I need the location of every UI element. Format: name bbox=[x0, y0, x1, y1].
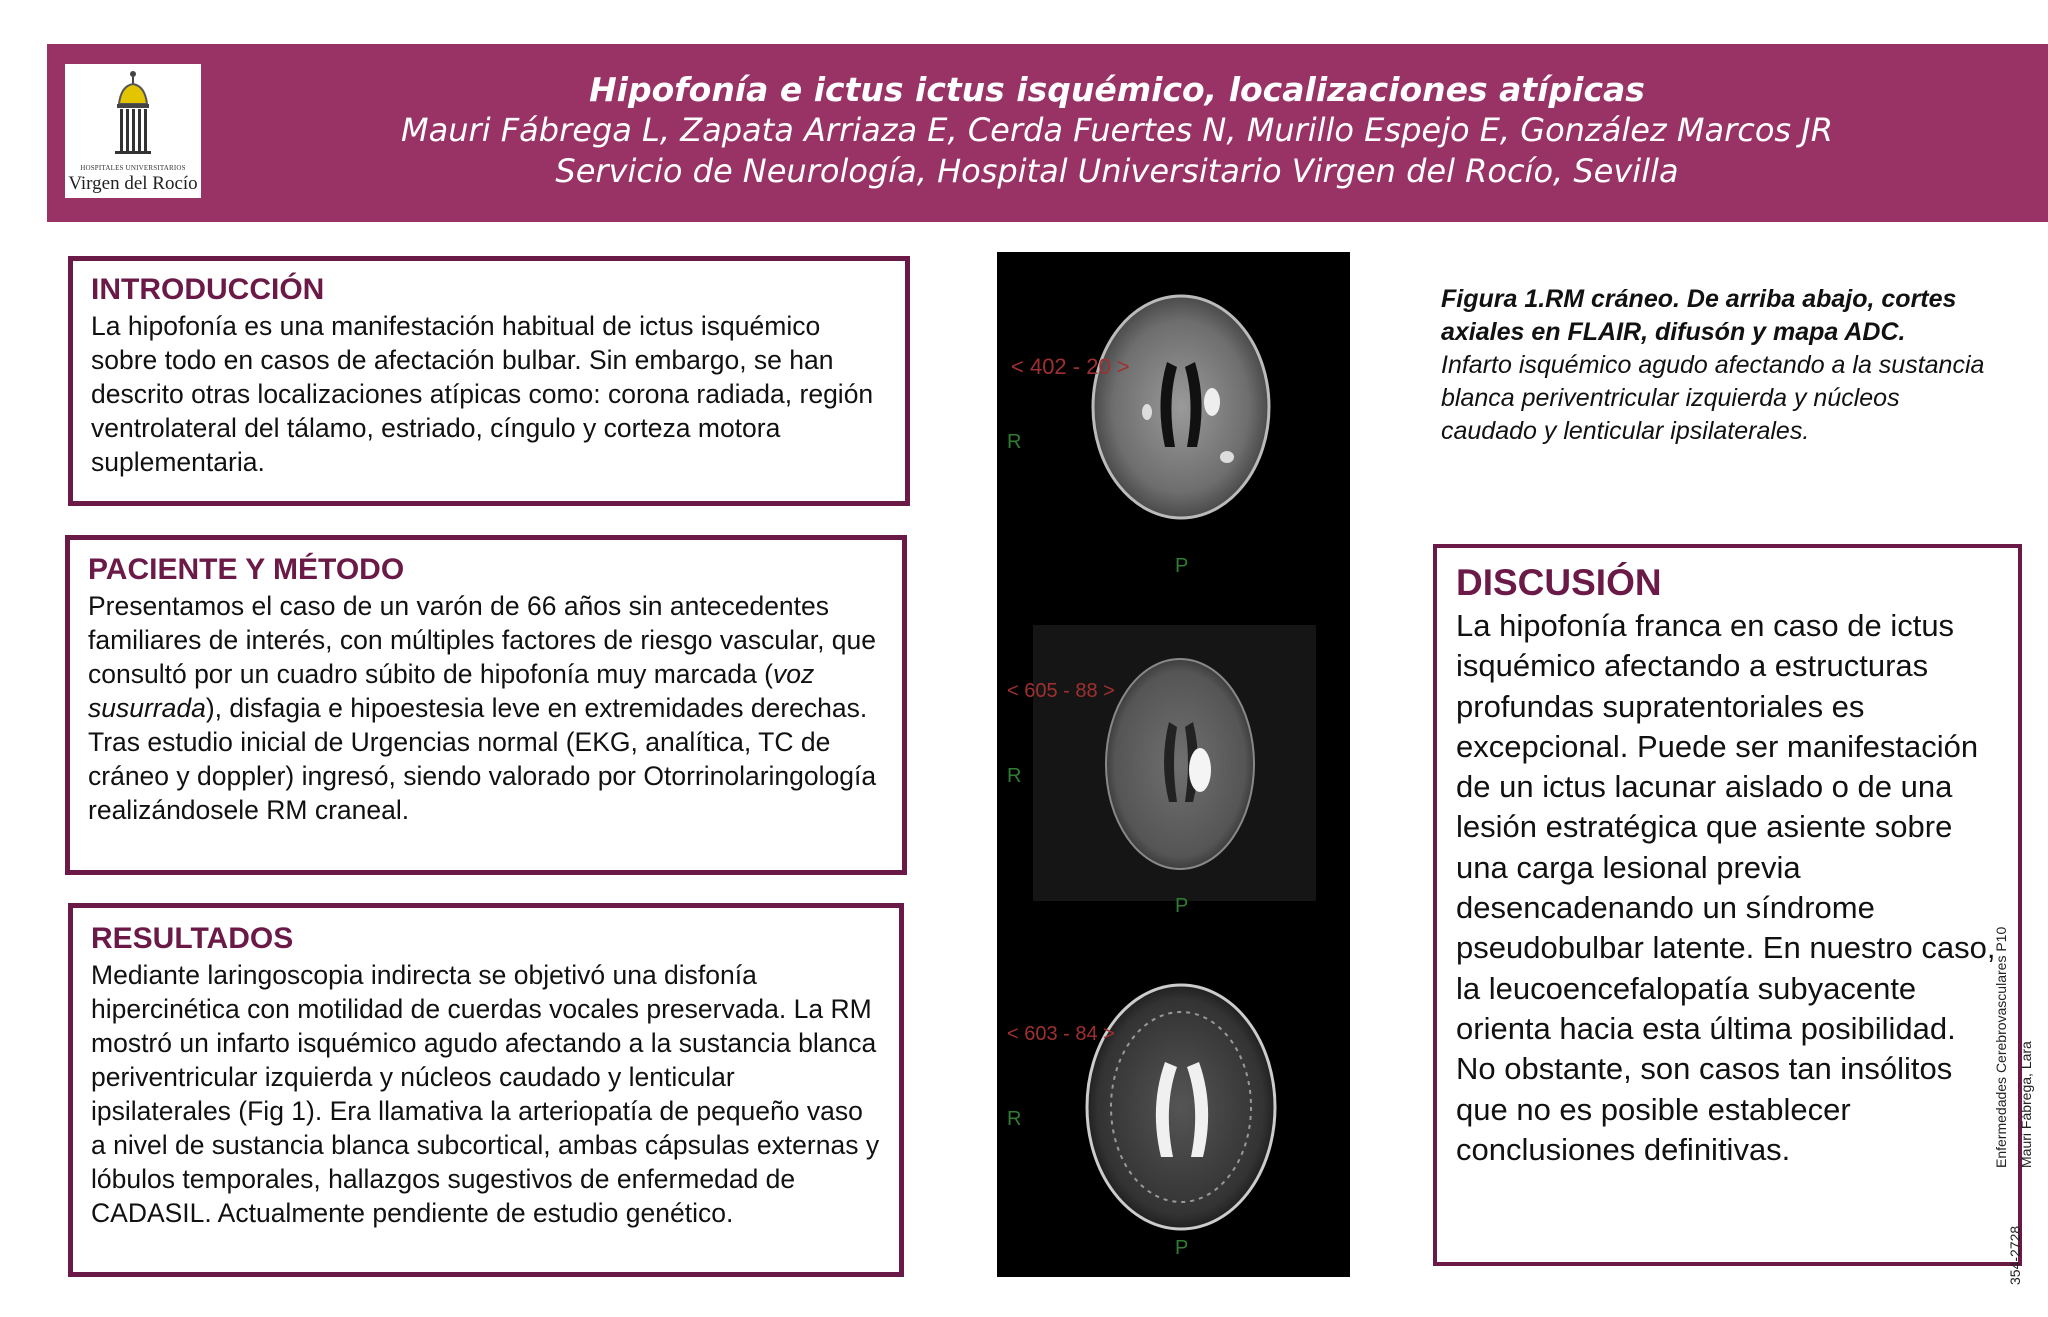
poster-affiliation: Servicio de Neurología, Hospital Universitario Virgen del Rocío, Sevilla bbox=[555, 152, 1679, 190]
mri-label-2: < 605 - 88 > bbox=[1007, 680, 1115, 702]
side-category: Enfermedades Cerebrovasculares P10 bbox=[1993, 926, 2009, 1168]
mri-figure bbox=[997, 252, 1350, 1277]
logo-name: Virgen del Rocío bbox=[68, 173, 198, 194]
discusion-section bbox=[1433, 544, 2022, 1266]
mri-r-3: R bbox=[1007, 1108, 1022, 1130]
paciente-heading: PACIENTE Y MÉTODO bbox=[88, 553, 405, 586]
introduccion-text: La hipofonía es una manifestación habitual de ictus isquémico sobre todo en casos de afectación bulbar. Sin embargo, se han descrito otras localizaciones atípicas como: corona radiada, región ventrolateral del tálamo, estriado, cíngulo y corteza motora suplementaria. bbox=[91, 311, 874, 477]
mri-label-1: < 402 - 20 > bbox=[1011, 354, 1130, 379]
paciente-text: Presentamos el caso de un varón de 66 años sin antecedentes familiares de interés, con múltiples factores de riesgo vascular, que consultó por un cuadro súbito de hipofonía muy marcada (voz susurrada), disfagia e hipoestesia leve en extremidades derechas. Tras estudio inicial de Urgencias normal (EKG, analítica, TC de cráneo y doppler) ingresó, siendo valorado por Otorrinolaringología realizándosele RM craneal. bbox=[88, 591, 877, 825]
logo-subtitle: HOSPITALES UNIVERSITARIOS bbox=[80, 164, 186, 172]
figure-caption-body: Infarto isquémico agudo afectando a la sustancia blanca periventricular izquierda y núcleos caudado y lenticular ipsilaterales. bbox=[1441, 351, 1985, 445]
side-author: Mauri Fábrega, Lara bbox=[2018, 1041, 2034, 1168]
mri-p-1: P bbox=[1175, 555, 1189, 577]
mri-p-3: P bbox=[1175, 1237, 1189, 1259]
introduccion-heading: INTRODUCCIÓN bbox=[91, 273, 325, 306]
dome-icon bbox=[65, 64, 201, 164]
discusion-heading: DISCUSIÓN bbox=[1456, 562, 1662, 603]
mri-r-1: R bbox=[1007, 431, 1022, 453]
figure-caption-title: Figura 1.RM cráneo. De arriba abajo, cortes axiales en FLAIR, difusón y mapa ADC. bbox=[1441, 285, 1957, 346]
poster-authors: Mauri Fábrega L, Zapata Arriaza E, Cerda Fuertes N, Murillo Espejo E, González Marcos JR bbox=[401, 111, 1833, 149]
resultados-section bbox=[68, 903, 904, 1277]
poster-title: Hipofonía e ictus ictus isquémico, localizaciones atípicas bbox=[589, 70, 1645, 109]
discusion-text: La hipofonía franca en caso de ictus isquémico afectando a estructuras profundas supratentoriales es excepcional. Puede ser manifestación de un ictus lacunar aislado o de una lesión estratégica que asiente sobre una carga lesional previa desencadenando un síndrome pseudobulbar latente. En nuestro caso, la leucoencefalopatía subyacente orienta hacia esta última posibilidad. No obstante, son casos tan insólitos que no es posible establecer conclusiones definitivas. bbox=[1456, 608, 1996, 1167]
side-code: 354-2728 bbox=[2007, 1225, 2023, 1285]
resultados-text: Mediante laringoscopia indirecta se objetivó una disfonía hipercinética con motilidad de cuerdas vocales preservada. La RM mostró un infarto isquémico agudo afectando a la sustancia blanca periventricular izquierda y núcleos caudado y lenticular ipsilaterales (Fig 1). Era llamativa la arteriopatía de pequeño vaso a nivel de sustancia blanca subcortical, ambas cápsulas externas y lóbulos temporales, hallazgos sugestivos de enfermedad de CADASIL. Actualmente pendiente de estudio genético. bbox=[91, 960, 880, 1228]
mri-panel-flair bbox=[1093, 296, 1269, 518]
mri-p-2: P bbox=[1175, 895, 1189, 917]
introduccion-section bbox=[68, 256, 910, 506]
mri-r-2: R bbox=[1007, 765, 1022, 787]
resultados-heading: RESULTADOS bbox=[91, 922, 294, 955]
mri-label-3: < 603 - 84 > bbox=[1007, 1023, 1115, 1045]
hospital-logo bbox=[65, 64, 201, 198]
mri-panel-dwi bbox=[1106, 659, 1254, 869]
header-banner bbox=[47, 44, 2048, 222]
figure-caption bbox=[1441, 283, 2001, 448]
paciente-section bbox=[65, 535, 907, 875]
mri-panel-adc bbox=[1087, 985, 1275, 1229]
